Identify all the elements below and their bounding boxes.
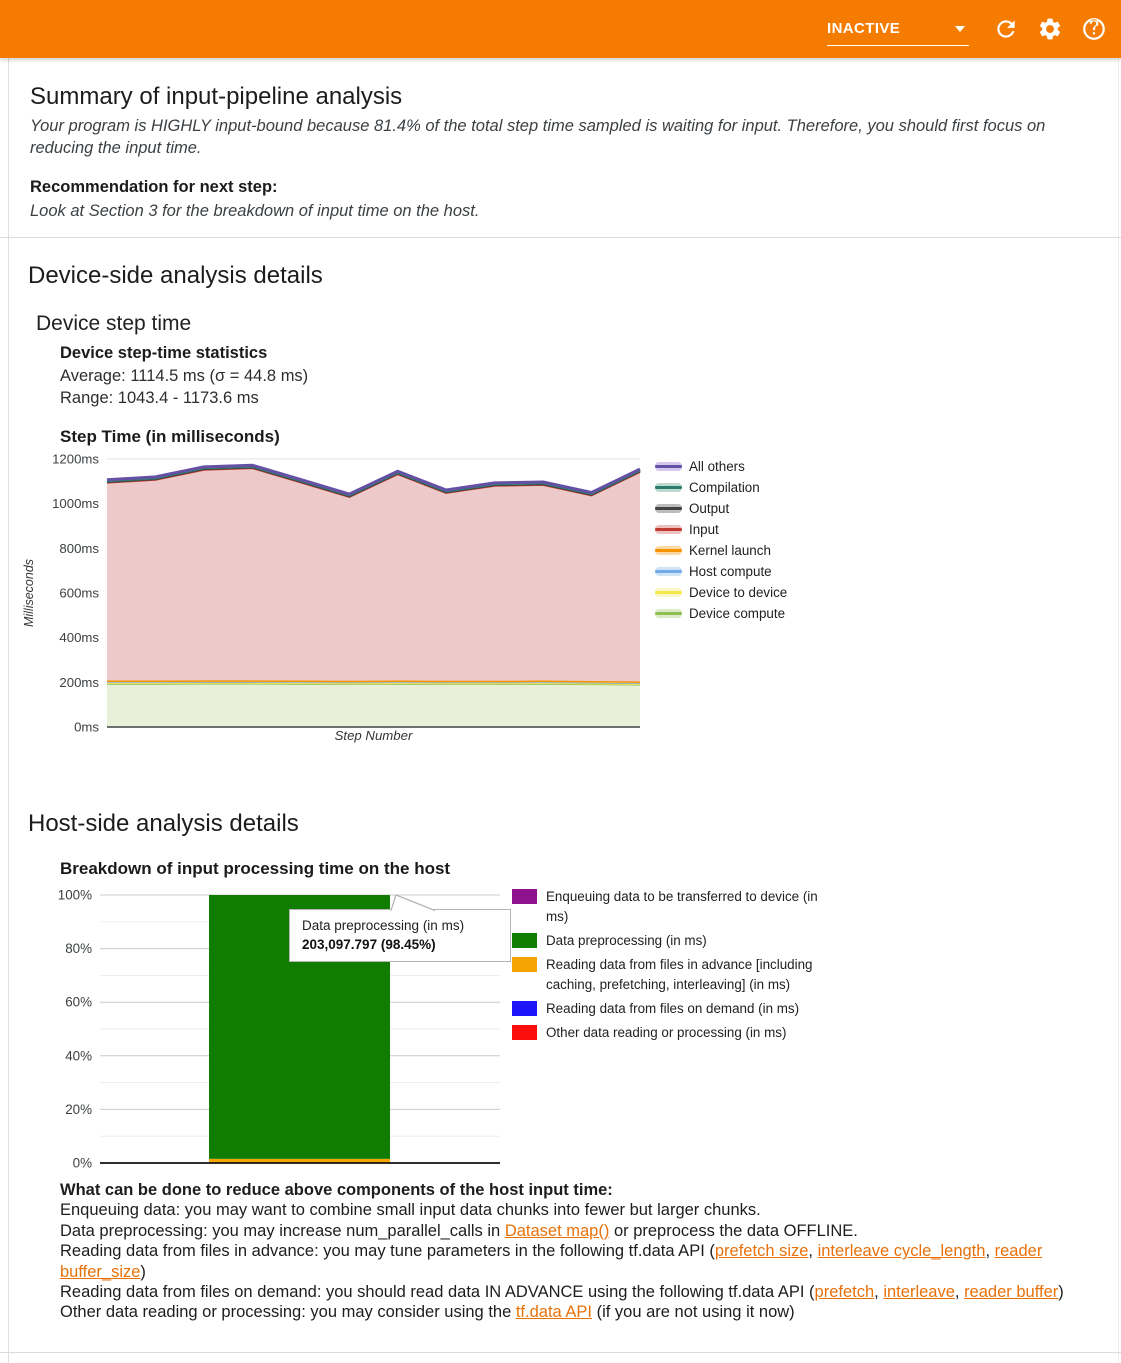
advice-text: ) [140,1262,146,1281]
toolbar-controls [827,0,1107,58]
legend-item [655,561,787,582]
svg-text:60%: 60% [65,994,92,1010]
legend-label: Input [689,522,719,537]
legend-item [512,1023,842,1043]
legend-swatch [655,525,682,534]
legend-item [655,582,787,603]
advice-link[interactable]: prefetch size [714,1242,809,1261]
advice-text: (if you are not using it now) [591,1303,795,1322]
advice-line [60,1282,1096,1302]
legend-swatch [512,889,537,904]
svg-text:200ms: 200ms [59,674,99,690]
dropdown-caret-icon [955,26,965,32]
legend-item [655,477,787,498]
legend-swatch [512,933,537,948]
legend-swatch [512,1001,537,1016]
device-chart-x-label: Step Number [334,728,413,743]
svg-text:20%: 20% [65,1101,92,1117]
advice-text: , [874,1283,884,1302]
svg-text:40%: 40% [65,1048,92,1064]
advice-lines [60,1200,1096,1322]
help-icon[interactable] [1081,16,1107,42]
svg-text:600ms: 600ms [59,585,99,601]
legend-label: Reading data from files in advance [including caching, prefetching, interleaving] (in ms) [546,957,813,992]
svg-text:1200ms: 1200ms [52,451,99,467]
legend-label: Compilation [689,480,760,495]
host-chart-legend [512,884,842,1047]
legend-label: Kernel launch [689,543,771,558]
legend-swatch [512,957,537,972]
advice-section [60,1180,1096,1323]
card-left-border [8,58,9,1363]
device-chart-legend [655,456,787,624]
advice-line [60,1221,1096,1241]
legend-label: Device to device [689,585,788,600]
legend-label: Host compute [689,564,772,579]
svg-text:800ms: 800ms [59,540,99,556]
legend-item [655,603,787,624]
bottom-divider [0,1352,1121,1353]
legend-swatch [512,1025,537,1040]
legend-item [655,498,787,519]
device-chart-y-label: Milliseconds [22,558,36,628]
legend-swatch [655,483,682,492]
advice-text: Data preprocessing: you may increase num_parallel_calls in [60,1221,505,1240]
host-chart-title: Breakdown of input processing time on the host [60,859,451,878]
advice-link[interactable]: tf.data API [515,1303,592,1322]
legend-swatch [655,588,682,597]
advice-text: Reading data from files on demand: you should read data IN ADVANCE using the following tf.data API ( [60,1283,815,1302]
tooltip-series-name: Data preprocessing (in ms) [302,918,465,933]
run-status-dropdown[interactable] [827,12,969,46]
legend-item [655,456,787,477]
advice-title: What can be done to reduce above components of the host input time: [60,1181,613,1199]
advice-link[interactable]: Dataset map() [504,1221,610,1240]
summary-body: Your program is HIGHLY input-bound because 81.4% of the total step time sampled is waiting for input. Therefore, you should first focus on reducing the input time. [30,117,1046,157]
host-section-title: Host-side analysis details [28,810,299,837]
legend-item [512,887,842,927]
svg-text:0ms: 0ms [74,719,99,735]
advice-line [60,1200,1096,1220]
advice-text: Enqueuing data: you may want to combine small input data chunks into fewer but larger chunks. [60,1201,761,1220]
tooltip-pointer [383,893,443,911]
summary-title: Summary of input-pipeline analysis [30,83,403,110]
advice-link[interactable]: interleave cycle_length [817,1242,986,1261]
section-divider [0,237,1121,238]
recommendation-body: Look at Section 3 for the breakdown of input time on the host. [30,202,480,220]
chart-tooltip [289,909,511,962]
svg-text:80%: 80% [65,941,92,957]
advice-link[interactable]: interleave [883,1283,955,1302]
device-step-time-chart [20,448,665,750]
legend-swatch [655,462,682,471]
legend-swatch [655,546,682,555]
legend-item [655,540,787,561]
device-step-time-title: Device step time [36,312,192,335]
run-status-label: INACTIVE [827,20,901,37]
legend-item [655,519,787,540]
advice-text: , [808,1242,818,1261]
svg-text:400ms: 400ms [59,630,99,646]
legend-swatch [655,609,682,618]
legend-label: All others [689,459,745,474]
settings-icon[interactable] [1037,16,1063,42]
svg-text:100%: 100% [57,887,92,903]
advice-link[interactable]: reader buffer_size [60,1242,1043,1281]
svg-text:1000ms: 1000ms [52,496,99,512]
advice-text: Other data reading or processing: you may consider using the [60,1303,516,1322]
advice-text: or preprocess the data OFFLINE. [609,1221,858,1240]
svg-text:0%: 0% [72,1155,92,1171]
legend-item [512,931,842,951]
refresh-icon[interactable] [993,16,1019,42]
legend-swatch [655,504,682,513]
tooltip-value: 203,097.797 (98.45%) [302,937,436,952]
recommendation-title: Recommendation for next step: [30,178,278,196]
legend-item [512,955,842,995]
legend-item [512,999,842,1019]
legend-label: Other data reading or processing (in ms) [546,1025,787,1040]
legend-label: Reading data from files on demand (in ms) [546,1001,800,1016]
card-right-border [1118,58,1119,1363]
legend-label: Device compute [689,606,786,621]
advice-text: , [985,1242,995,1261]
legend-label: Enqueuing data to be transferred to device (in ms) [546,889,818,924]
legend-label: Data preprocessing (in ms) [546,933,707,948]
advice-text: , [954,1283,965,1302]
advice-link[interactable]: reader buffer [964,1283,1059,1302]
device-stats-title: Device step-time statistics [60,344,268,362]
device-stats-range: Range: 1043.4 - 1173.6 ms [60,389,259,407]
advice-text: Reading data from files in advance: you may tune parameters in the following tf.data API ( [60,1242,715,1261]
advice-text: ) [1058,1283,1064,1302]
advice-link[interactable]: prefetch [814,1283,875,1302]
app-toolbar [0,0,1121,58]
device-stats-average: Average: 1114.5 ms (σ = 44.8 ms) [60,367,309,385]
legend-swatch [655,567,682,576]
advice-line [60,1302,1096,1322]
device-section-title: Device-side analysis details [28,262,323,289]
advice-line [60,1241,1096,1282]
legend-label: Output [689,501,730,516]
device-chart-title: Step Time (in milliseconds) [60,427,280,446]
